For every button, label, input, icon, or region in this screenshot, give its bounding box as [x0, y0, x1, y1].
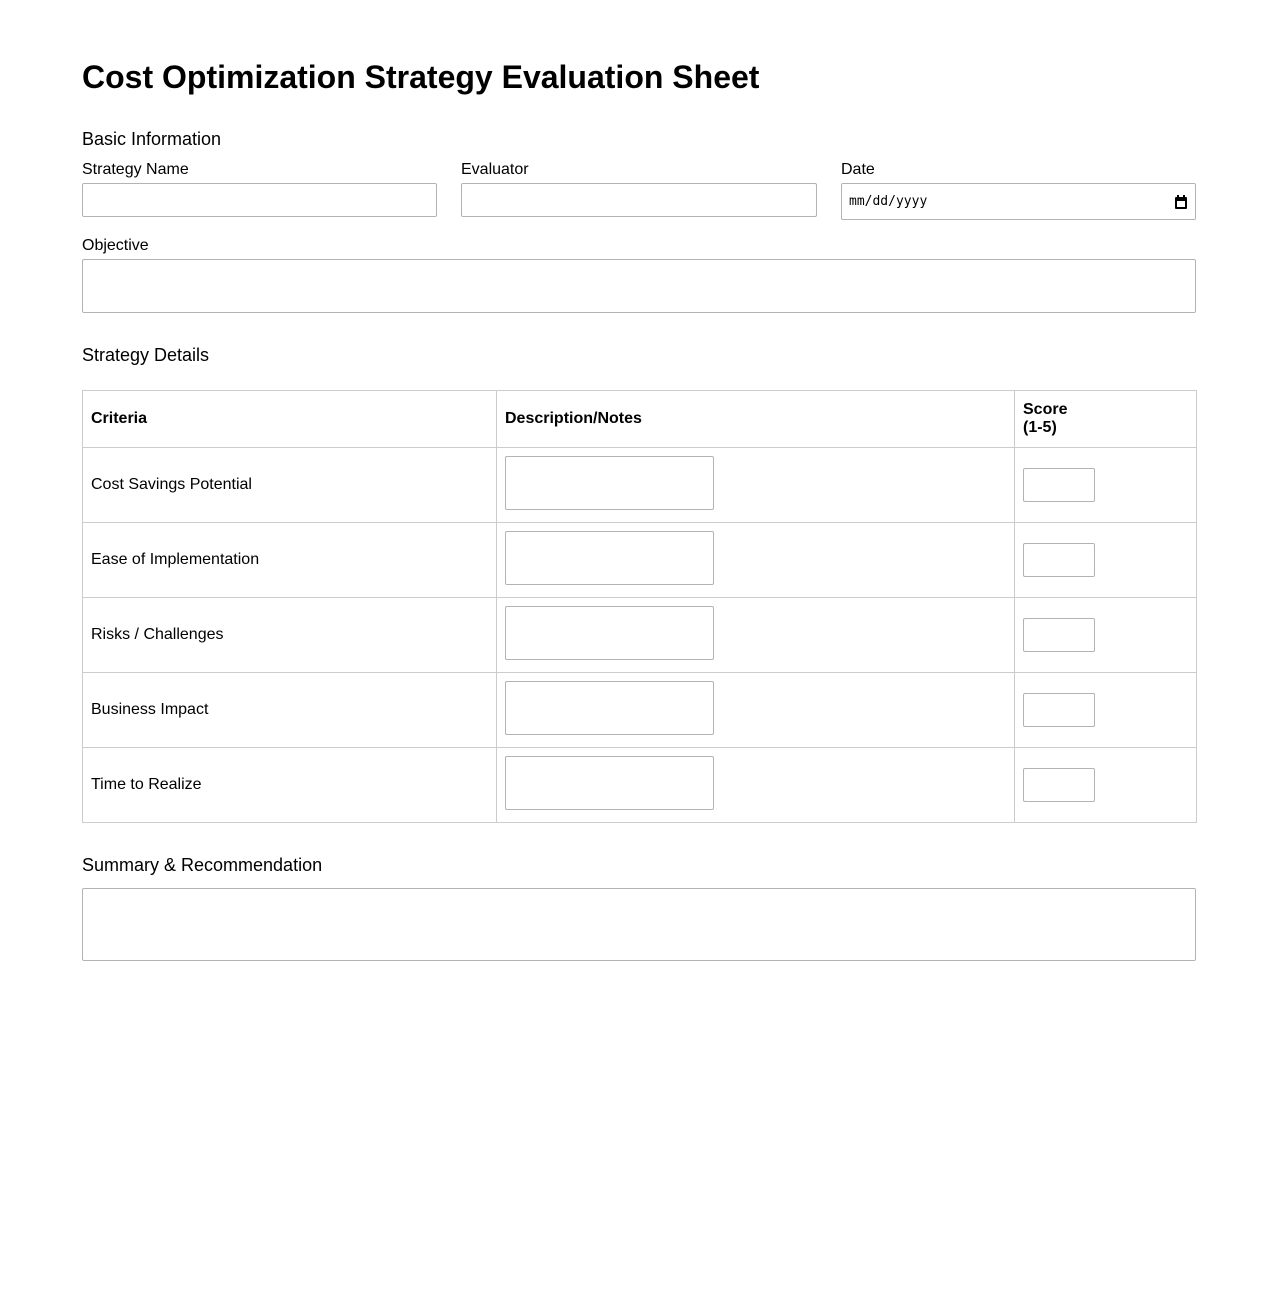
notes-cell	[497, 748, 1015, 823]
date-label: Date	[841, 161, 875, 178]
summary-heading: Summary & Recommendation	[82, 855, 323, 875]
notes-textarea-business-impact[interactable]	[505, 681, 714, 735]
notes-column-header: Description/Notes	[497, 391, 1015, 448]
notes-cell	[497, 598, 1015, 673]
strategy-name-input[interactable]	[82, 183, 437, 217]
score-cell	[1015, 523, 1197, 598]
table-row	[83, 673, 1197, 748]
notes-textarea-ease-of-implementation[interactable]	[505, 531, 714, 585]
evaluator-input[interactable]	[461, 183, 817, 217]
table-header-row	[83, 391, 1197, 448]
date-placeholder: mm/dd/yyyy	[849, 194, 928, 209]
notes-textarea-risks[interactable]	[505, 606, 714, 660]
criteria-cell: Risks / Challenges	[83, 598, 497, 673]
criteria-cell: Business Impact	[83, 673, 497, 748]
notes-cell	[497, 523, 1015, 598]
summary-textarea[interactable]	[82, 888, 1196, 961]
score-cell	[1015, 598, 1197, 673]
score-header-line1: Score	[1023, 401, 1068, 418]
criteria-cell: Time to Realize	[83, 748, 497, 823]
calendar-icon[interactable]	[1175, 195, 1187, 209]
score-cell	[1015, 448, 1197, 523]
table-row	[83, 598, 1197, 673]
score-input-business-impact[interactable]	[1023, 693, 1095, 727]
score-cell	[1015, 748, 1197, 823]
date-input[interactable]	[841, 183, 1196, 220]
notes-textarea-cost-savings[interactable]	[505, 456, 714, 510]
notes-cell	[497, 673, 1015, 748]
strategy-details-heading: Strategy Details	[82, 345, 210, 365]
basic-information-heading: Basic Information	[82, 129, 222, 149]
score-column-header	[1015, 391, 1197, 448]
criteria-cell: Cost Savings Potential	[83, 448, 497, 523]
strategy-name-label: Strategy Name	[82, 161, 189, 178]
table-row	[83, 448, 1197, 523]
table-row	[83, 523, 1197, 598]
objective-label: Objective	[82, 237, 149, 254]
criteria-column-header: Criteria	[83, 391, 497, 448]
evaluator-label: Evaluator	[461, 161, 529, 178]
score-input-ease-of-implementation[interactable]	[1023, 543, 1095, 577]
score-header-line2: (1-5)	[1023, 419, 1057, 436]
criteria-cell: Ease of Implementation	[83, 523, 497, 598]
notes-textarea-time-to-realize[interactable]	[505, 756, 714, 810]
objective-textarea[interactable]	[82, 259, 1196, 313]
criteria-table	[82, 390, 1197, 823]
page-title: Cost Optimization Strategy Evaluation Sheet	[82, 59, 760, 95]
score-input-risks[interactable]	[1023, 618, 1095, 652]
table-row	[83, 748, 1197, 823]
notes-cell	[497, 448, 1015, 523]
score-input-time-to-realize[interactable]	[1023, 768, 1095, 802]
score-input-cost-savings[interactable]	[1023, 468, 1095, 502]
score-cell	[1015, 673, 1197, 748]
